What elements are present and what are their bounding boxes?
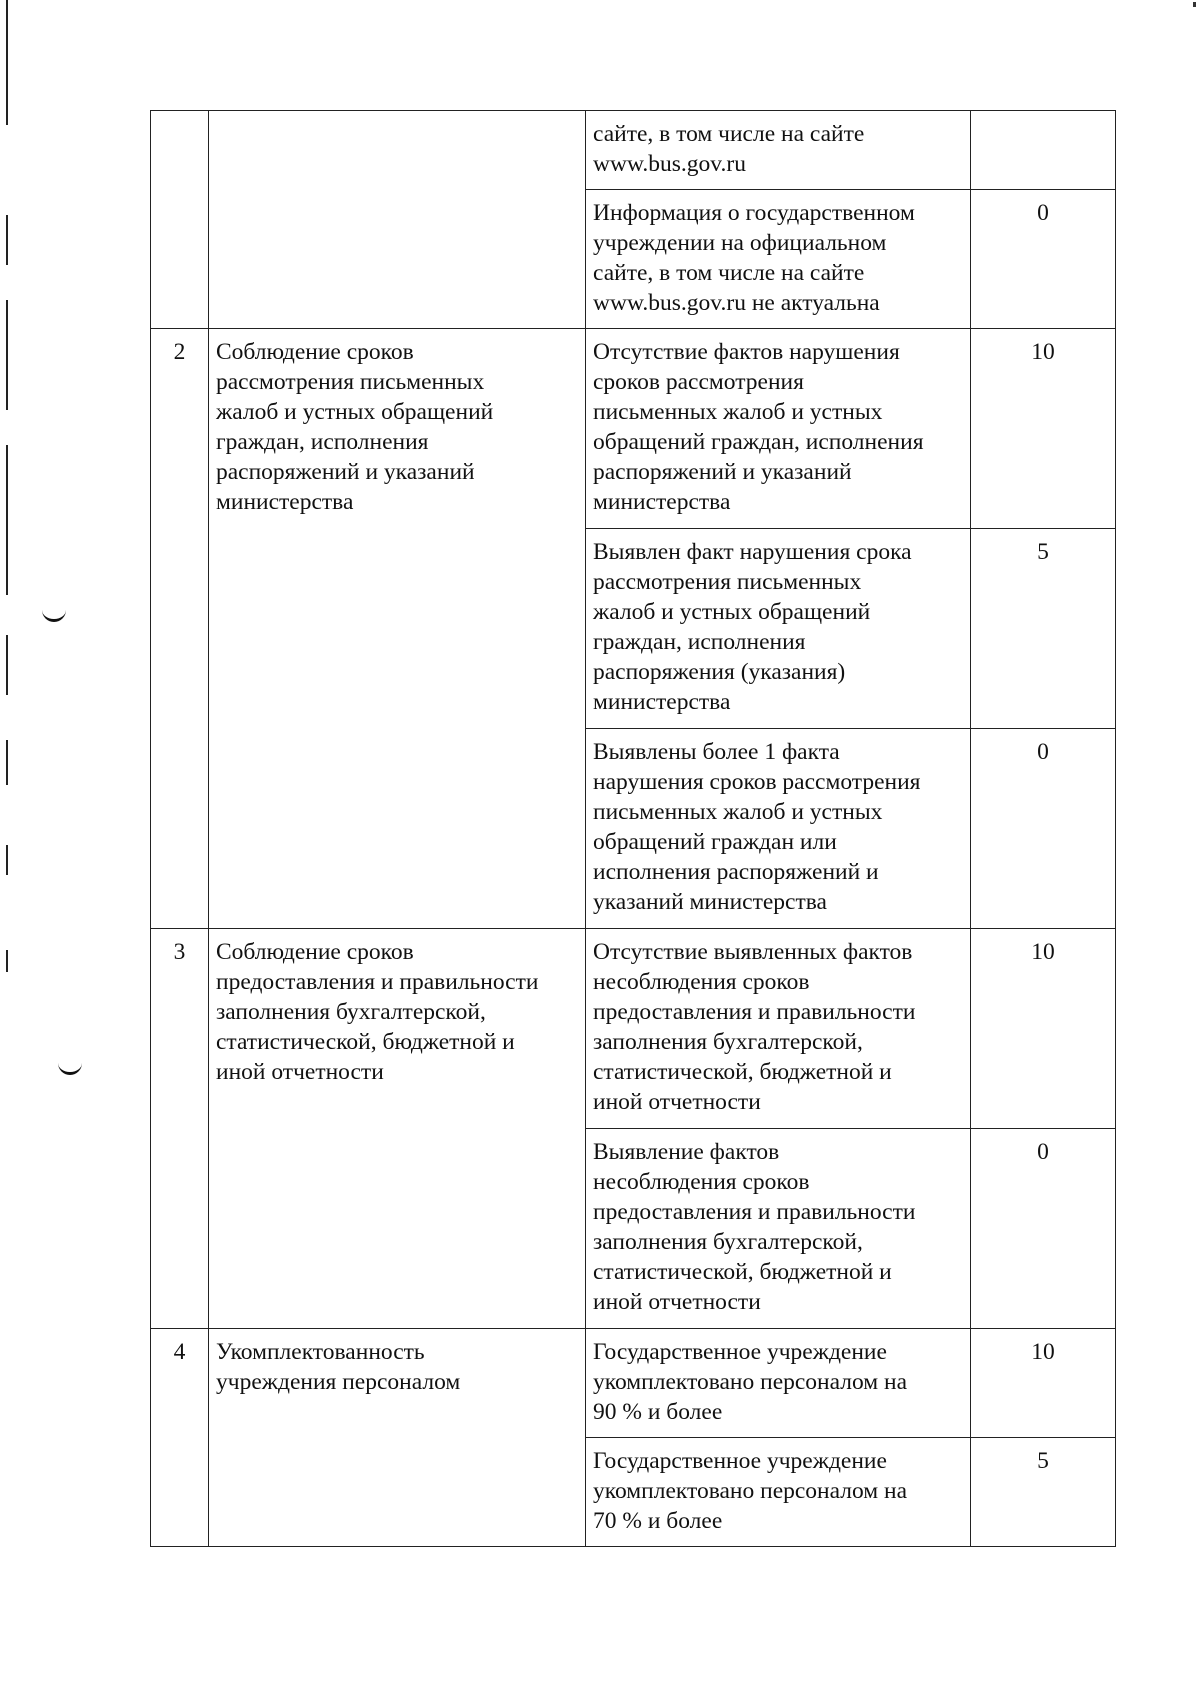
condition-cell: сайте, в том числе на сайте www.bus.gov.ru <box>586 111 971 190</box>
criterion-name-cell <box>209 111 586 329</box>
score-cell: 0 <box>971 1129 1116 1329</box>
table-row <box>151 329 1116 529</box>
table-row <box>151 929 1116 1129</box>
criterion-name-cell: Соблюдение сроков рассмотрения письменных жалоб и устных обращений граждан, исполнения распоряжений и указаний министерства <box>209 329 586 929</box>
criterion-name-cell: Укомплектованность учреждения персоналом <box>209 1329 586 1547</box>
scan-margin-line <box>6 0 8 125</box>
criteria-table <box>150 110 1116 1547</box>
score-cell: 10 <box>971 929 1116 1129</box>
score-cell: 10 <box>971 329 1116 529</box>
table-row <box>151 111 1116 190</box>
score-cell: 0 <box>971 190 1116 329</box>
scan-hole-punch-mark <box>42 607 66 622</box>
condition-cell: Выявление фактов несоблюдения сроков предоставления и правильности заполнения бухгалтерской, статистической, бюджетной и иной отчетности <box>586 1129 971 1329</box>
score-cell <box>971 111 1116 190</box>
scan-margin-line <box>6 215 8 265</box>
scan-margin-line <box>6 445 8 595</box>
score-cell: 5 <box>971 1438 1116 1547</box>
score-cell: 0 <box>971 729 1116 929</box>
condition-cell: Государственное учреждение укомплектовано персоналом на 90 % и более <box>586 1329 971 1438</box>
scan-margin-line <box>6 950 8 972</box>
scan-margin-line <box>6 740 8 785</box>
scan-margin-line <box>6 300 8 410</box>
scan-margin-line <box>6 635 8 695</box>
criterion-number-cell: 3 <box>151 929 209 1329</box>
condition-cell: Отсутствие выявленных фактов несоблюдения сроков предоставления и правильности заполнения бухгалтерской, статистической, бюджетной и иной отчетности <box>586 929 971 1129</box>
condition-cell: Выявлен факт нарушения срока рассмотрения письменных жалоб и устных обращений граждан, исполнения распоряжения (указания) министерства <box>586 529 971 729</box>
scan-corner-dot <box>1193 2 1196 7</box>
score-cell: 10 <box>971 1329 1116 1438</box>
score-cell: 5 <box>971 529 1116 729</box>
table-row <box>151 1329 1116 1438</box>
condition-cell: Информация о государственном учреждении на официальном сайте, в том числе на сайте www.bus.gov.ru не актуальна <box>586 190 971 329</box>
criterion-number-cell: 2 <box>151 329 209 929</box>
criterion-name-cell: Соблюдение сроков предоставления и правильности заполнения бухгалтерской, статистической, бюджетной и иной отчетности <box>209 929 586 1329</box>
condition-cell: Выявлены более 1 факта нарушения сроков рассмотрения письменных жалоб и устных обращений граждан или исполнения распоряжений и указаний министерства <box>586 729 971 929</box>
criterion-number-cell <box>151 111 209 329</box>
scan-margin-line <box>6 845 8 875</box>
condition-cell: Отсутствие фактов нарушения сроков рассмотрения письменных жалоб и устных обращений граждан, исполнения распоряжений и указаний министерства <box>586 329 971 529</box>
condition-cell: Государственное учреждение укомплектовано персоналом на 70 % и более <box>586 1438 971 1547</box>
criterion-number-cell: 4 <box>151 1329 209 1547</box>
scan-hole-punch-mark <box>58 1060 82 1075</box>
